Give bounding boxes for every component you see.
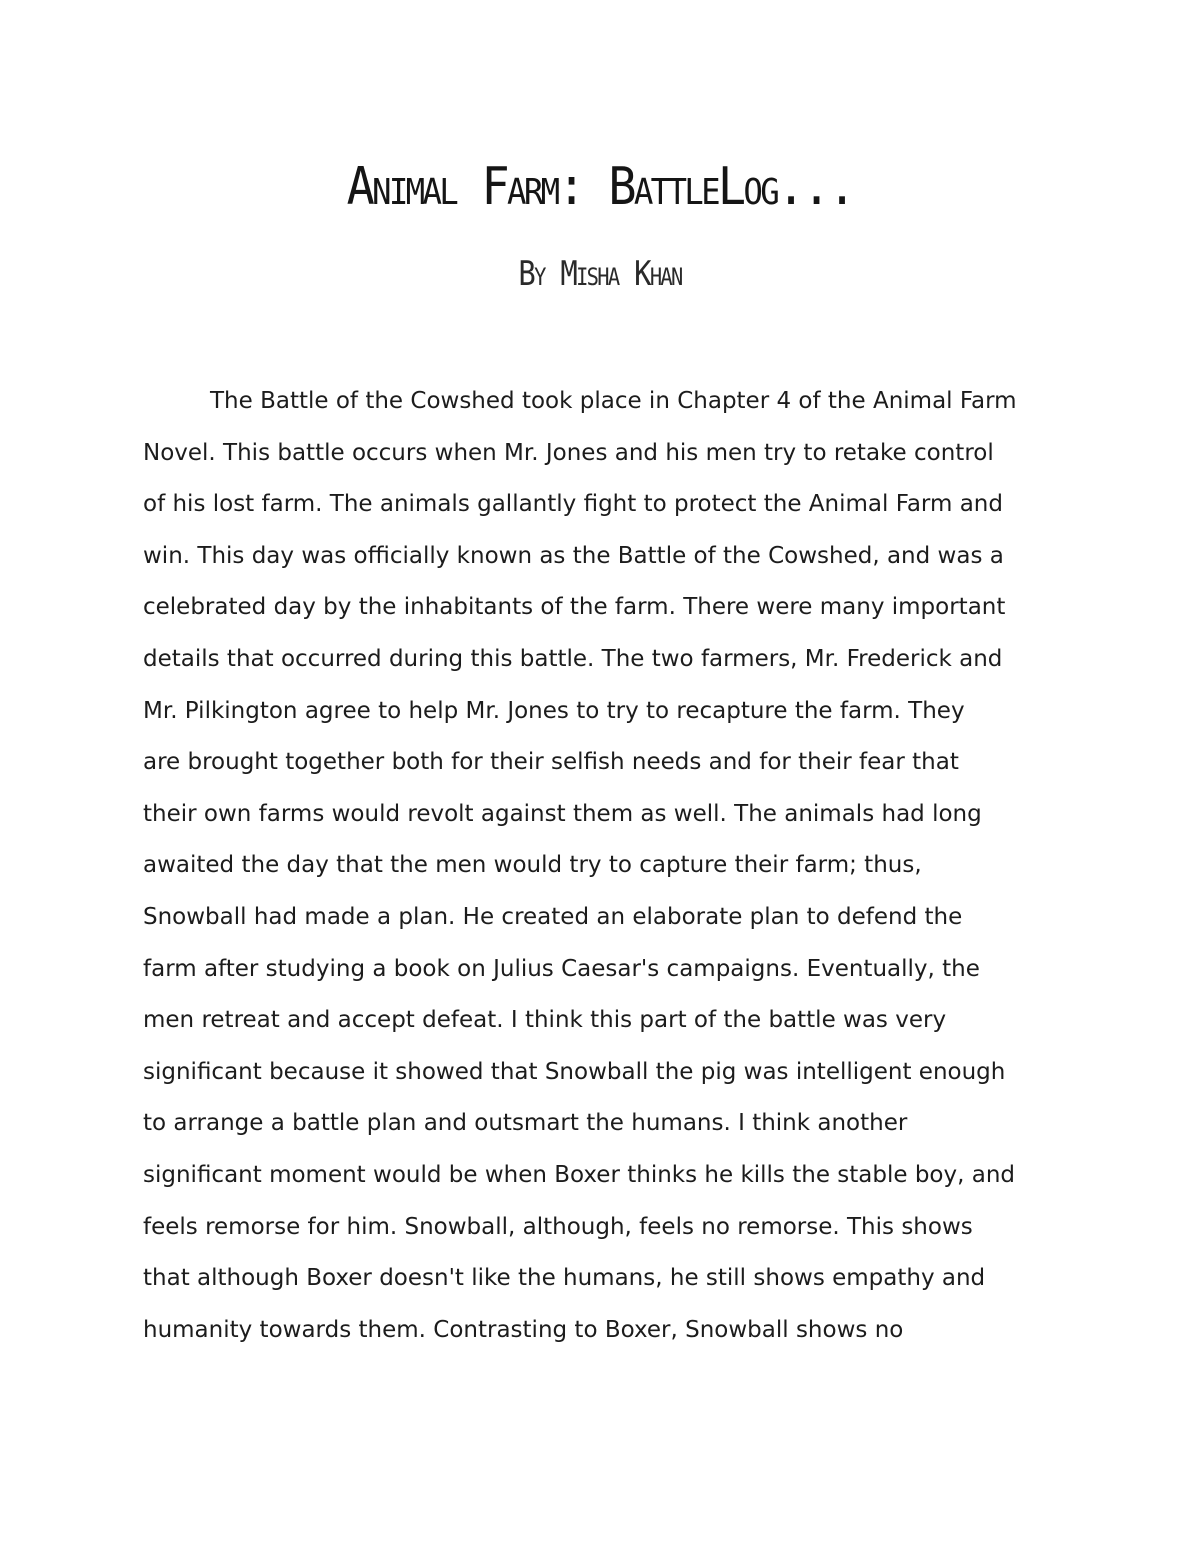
paragraph-line: win. This day was officially known as the Battle of the Cowshed, and was a — [143, 542, 1004, 569]
paragraph-line: awaited the day that the men would try to capture their farm; thus, — [143, 852, 922, 879]
paragraph-line: The Battle of the Cowshed took place in Chapter 4 of the Animal Farm — [210, 388, 1017, 414]
document-title: Animal Farm: BattleLog... — [346, 157, 854, 217]
paragraph-line: significant moment would be when Boxer thinks he kills the stable boy, and — [143, 1161, 1016, 1188]
paragraph-line: feels remorse for him. Snowball, although, feels no remorse. This shows — [143, 1213, 973, 1240]
paragraph-line: celebrated day by the inhabitants of the farm. There were many important — [143, 594, 1006, 621]
paragraph-line: Mr. Pilkington agree to help Mr. Jones to try to recapture the farm. They — [143, 697, 965, 724]
paragraph-line: to arrange a battle plan and outsmart the humans. I think another — [143, 1110, 908, 1137]
body-paragraph — [143, 376, 1073, 1356]
paragraph-line: significant because it showed that Snowball the pig was intelligent enough — [143, 1058, 1006, 1085]
paragraph-line: details that occurred during this battle. The two farmers, Mr. Frederick and — [143, 645, 1003, 672]
paragraph-line: of his lost farm. The animals gallantly fight to protect the Animal Farm and — [143, 491, 1003, 518]
paragraph-line: Snowball had made a plan. He created an elaborate plan to defend the — [143, 903, 963, 930]
paragraph-line: Novel. This battle occurs when Mr. Jones and his men try to retake control — [143, 439, 994, 466]
paragraph-line: humanity towards them. Contrasting to Boxer, Snowball shows no — [143, 1316, 904, 1343]
document-byline: By Misha Khan — [518, 254, 682, 294]
paragraph-line: men retreat and accept defeat. I think this part of the battle was very — [143, 1007, 947, 1034]
paragraph-line: that although Boxer doesn't like the humans, he still shows empathy and — [143, 1265, 986, 1292]
paragraph-line: their own farms would revolt against them as well. The animals had long — [143, 800, 982, 827]
paragraph-line: are brought together both for their selfish needs and for their fear that — [143, 749, 959, 776]
paragraph-line: farm after studying a book on Julius Caesar's campaigns. Eventually, the — [143, 955, 980, 982]
